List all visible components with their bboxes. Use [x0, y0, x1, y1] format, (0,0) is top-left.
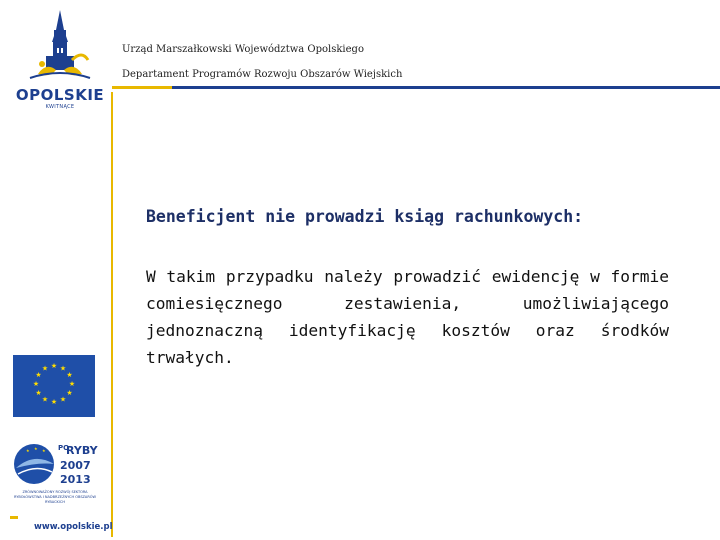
header-institution: Urząd Marszałkowski Województwa Opolskiego	[122, 44, 364, 55]
svg-text:★: ★	[26, 448, 30, 453]
footer-url: www.opolskie.pl	[34, 522, 113, 532]
svg-text:★: ★	[42, 448, 46, 453]
svg-text:★: ★	[50, 362, 58, 370]
svg-text:★: ★	[59, 364, 67, 373]
po-ryby-logo	[12, 438, 102, 518]
fish-wave-icon	[12, 438, 102, 490]
logo-wordmark: OPOLSKIE	[15, 86, 105, 104]
header-rule	[172, 86, 720, 89]
svg-text:★: ★	[66, 371, 73, 379]
svg-text:★: ★	[35, 389, 42, 397]
svg-text:★: ★	[50, 398, 58, 406]
slide-heading: Beneficjent nie prowadzi ksiąg rachunkowych:	[146, 207, 584, 226]
svg-text:★: ★	[41, 395, 49, 404]
castle-tower-icon	[10, 8, 110, 88]
svg-text:★: ★	[66, 389, 73, 397]
opolskie-logo	[10, 8, 110, 112]
header-rule-accent	[112, 86, 172, 89]
svg-text:★: ★	[35, 371, 42, 379]
left-accent-bar	[111, 92, 113, 537]
svg-text:★: ★	[41, 364, 49, 373]
ryby-caption: ZRÓWNOWAŻONY ROZWÓJ SEKTORA RYBOŁÓWSTWA I NADBRZEŻNYCH OBSZARÓW RYBACKICH	[14, 490, 96, 504]
svg-text:★: ★	[59, 395, 67, 404]
logo-subtitle: KWITNĄCE	[45, 104, 75, 110]
footer-accent	[10, 516, 18, 519]
ryby-year-end: 2013	[60, 473, 91, 486]
svg-text:★: ★	[34, 446, 38, 451]
eu-flag-logo	[13, 355, 95, 417]
slide-body-text: W takim przypadku należy prowadzić ewidencję w formie comiesięcznego zestawienia, umożliwiającego jednoznaczną identyfikację kosztów oraz środków trwałych.	[146, 267, 669, 367]
header-department: Departament Programów Rozwoju Obszarów Wiejskich	[122, 69, 403, 80]
ryby-year-start: 2007	[60, 459, 91, 472]
eu-flag-icon	[13, 355, 95, 417]
ryby-po-text: PO	[58, 444, 70, 452]
svg-text:★: ★	[68, 380, 76, 388]
ryby-title-text: RYBY	[66, 444, 98, 457]
svg-text:★: ★	[32, 380, 40, 388]
